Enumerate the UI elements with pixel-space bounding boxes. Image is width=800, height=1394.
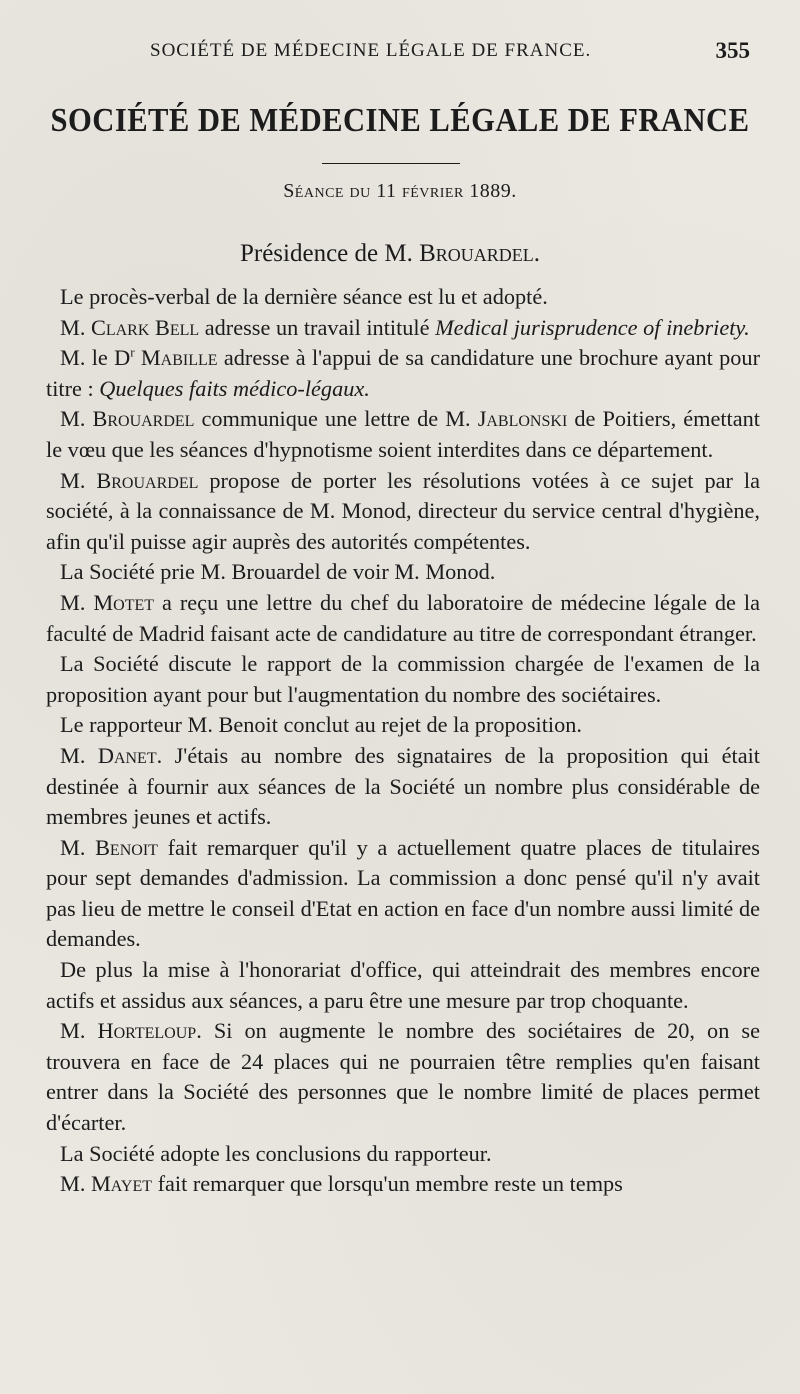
person-name: Brouardel: [92, 406, 195, 432]
person-name: Benoit: [95, 834, 158, 860]
paragraph-text: La Société prie M. Brouardel de voir M. Monod.: [60, 559, 496, 585]
paragraph-text: Le procès-verbal de la dernière séance est lu et adopté.: [60, 284, 548, 309]
person-name: Mabille: [134, 345, 218, 371]
work-title: Medical jurisprudence of inebriety.: [435, 314, 750, 340]
honorific: M. le D: [60, 345, 131, 371]
honorific: M.: [60, 589, 94, 615]
paragraph-text: communique une lettre de M.: [194, 406, 478, 432]
honorific: M.: [60, 834, 96, 860]
running-title: SOCIÉTÉ DE MÉDECINE LÉGALE DE FRANCE.: [150, 40, 592, 61]
paragraph-4: [46, 404, 760, 465]
paragraph-text: a reçu une lettre du chef du laboratoire de médecine légale de la faculté de Madrid faisant acte de candidature au titre de correspondant étranger.: [46, 589, 760, 646]
paragraph-text: Le rapporteur M. Benoit conclut au rejet de la proposition.: [60, 712, 582, 738]
honorific: M.: [60, 314, 91, 340]
paragraph-text: La Société adopte les conclusions du rapporteur.: [60, 1140, 492, 1166]
page-number: 355: [715, 38, 750, 63]
session-date: Séance du 11 février 1889.: [283, 180, 517, 202]
paragraph-2: [46, 313, 760, 344]
person-name: Jablonski: [477, 406, 568, 432]
honorific: M.: [60, 406, 93, 432]
paragraph-7: [46, 588, 760, 649]
paragraph-3: [46, 343, 760, 404]
main-title: SOCIÉTÉ DE MÉDECINE LÉGALE DE FRANCE: [50, 102, 750, 139]
paragraph-text: fait remarquer qu'il y a actuellement quatre places de titulaires pour sept demandes d'admission. La commission a donc pensé qu'il n'y avait pas lieu de mettre le conseil d'Etat en action en face d'un nombre aussi limité de demandes.: [46, 834, 760, 952]
presidence-prefix: Présidence de M.: [239, 240, 420, 267]
honorific: M.: [60, 1171, 91, 1197]
person-name: Brouardel: [96, 467, 199, 493]
paragraph-text: De plus la mise à l'honorariat d'office, qui atteindrait des membres encore actifs et assidus aux séances, a paru être une mesure par trop choquante.: [46, 957, 760, 1013]
paragraph-10: [46, 741, 760, 833]
paragraph-text: fait remarquer que lorsqu'un membre reste un temps: [152, 1171, 623, 1197]
paragraph-12: [46, 955, 760, 1016]
paragraph-text: . J'étais au nombre des signataires de la proposition qui était destinée à fournir aux séances de la Société un nombre plus considérable de membres jeunes et actifs.: [46, 742, 760, 830]
minutes-body: [46, 282, 760, 1200]
person-name: Danet: [97, 742, 157, 768]
presidence-line: [0, 240, 780, 268]
person-name: Mayet: [90, 1171, 152, 1197]
paragraph-1: [46, 282, 760, 313]
paragraph-text: adresse à l'appui de sa candidature une brochure ayant pour titre :: [46, 345, 760, 401]
person-name: Horteloup: [97, 1018, 197, 1044]
paragraph-text: propose de porter les résolutions votées à ce sujet par la société, à la connaissance de M. Monod, directeur du service central d'hygiène, afin qu'il puisse agir auprès des autorités compétentes.: [46, 467, 760, 554]
work-title: Quelques faits médico-légaux.: [99, 375, 370, 401]
paragraph-6: [46, 557, 760, 588]
paragraph-text: adresse un travail intitulé: [199, 314, 436, 340]
paragraph-13: [46, 1016, 760, 1138]
honorific: M.: [60, 742, 98, 768]
paragraph-text: La Société discute le rapport de la commission chargée de l'examen de la proposition ayant pour but l'augmentation du nombre des sociétaires.: [46, 651, 760, 707]
person-name: Motet: [93, 589, 155, 615]
superscript: r: [130, 344, 135, 360]
honorific: M.: [60, 467, 97, 493]
title-rule: [322, 163, 460, 164]
president-name: Brouardel.: [419, 240, 541, 267]
paragraph-text: de Poitiers, émettant le vœu que les séances d'hypnotisme soient interdites dans ce département.: [46, 406, 760, 462]
paragraph-5: [46, 466, 760, 558]
person-name: Clark Bell: [90, 314, 200, 340]
paragraph-14: [46, 1139, 760, 1170]
honorific: M.: [60, 1018, 98, 1044]
paragraph-9: [46, 710, 760, 741]
paragraph-11: [46, 833, 760, 955]
paragraph-text: . Si on augmente le nombre des sociétaires de 20, on se trouvera en face de 24 places qui ne pourraien têtre remplies qu'en faisant entrer dans la Société des personnes que le nombre limité de places permet d'écarter.: [46, 1018, 760, 1136]
paragraph-15: [46, 1169, 760, 1200]
running-head: [150, 40, 750, 70]
paragraph-8: [46, 649, 760, 710]
